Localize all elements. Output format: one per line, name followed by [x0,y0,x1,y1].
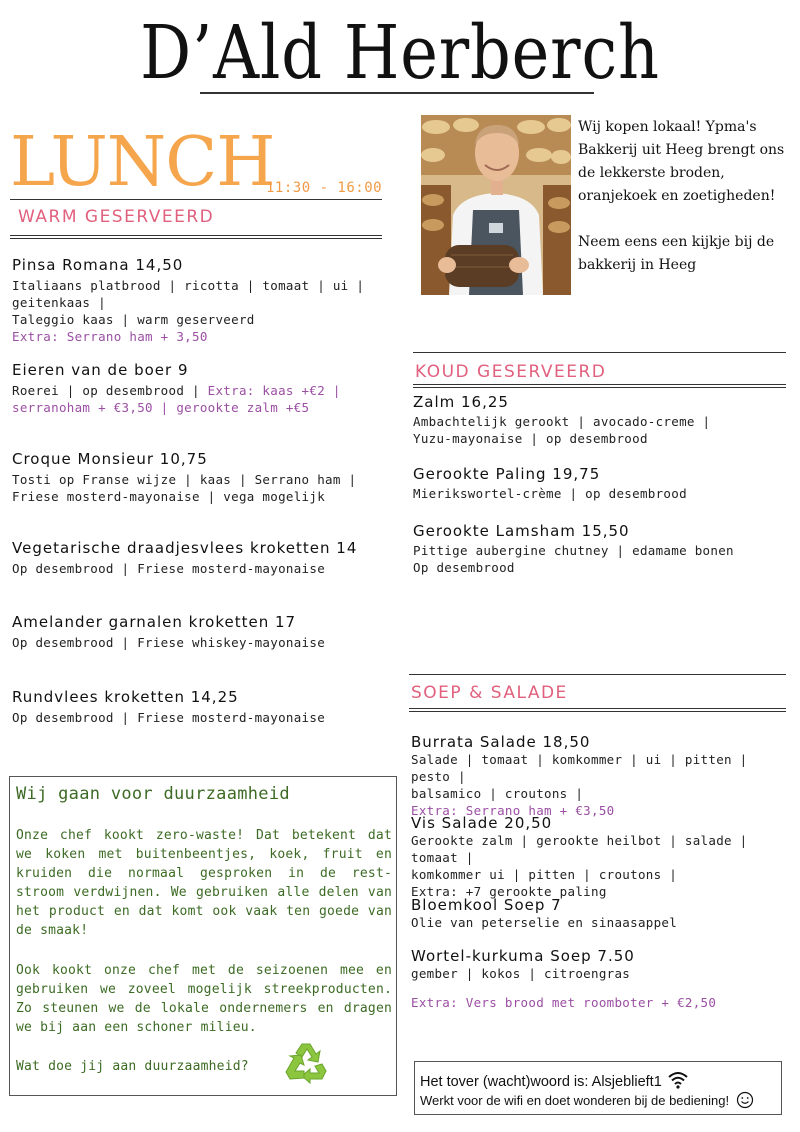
menu-item-croque [12,450,407,505]
item-desc: Salade | tomaat | komkommer | ui | pitten | pesto | [411,752,748,784]
item-name: Rundvlees kroketten 14,25 [12,688,239,706]
bakery-promo [578,116,788,277]
menu-item-zalm [413,393,788,447]
sustainability-paragraph: Ook kookt onze chef met de seizoenen mee en gebruiken we zoveel mogelijk streekproducten. Zo steunen we de lokale ondernemers en dragen we bij aan een schoner milieu. [16,963,392,1035]
menu-item-burrata [411,733,791,819]
item-extra: Extra: Serrano ham + 3,50 [12,329,208,344]
item-name: Amelander garnalen kroketten 17 [12,613,297,631]
warm-divider [10,235,382,239]
item-desc: Pittige aubergine chutney | edamame bonen [413,543,734,558]
menu-item-bloemkool-soep [411,896,791,931]
soep-top-divider [409,674,786,675]
item-desc: Tosti op Franse wijze | kaas | Serrano ham | [12,472,357,487]
item-desc: Extra: +7 gerookte paling [411,884,607,899]
lunch-hours: 11:30 - 16:00 [266,180,383,196]
wifi-note-label: Werkt voor de wifi en doet wonderen bij de bediening! [420,1093,730,1108]
item-name: Bloemkool Soep 7 [411,896,562,914]
koud-top-divider [413,352,786,353]
item-desc: gember | kokos | citroengras [411,966,631,981]
soep-divider [409,708,786,712]
item-desc: Taleggio kaas | warm geserveerd [12,312,255,327]
baker-photo [421,115,571,295]
koud-divider [413,384,786,388]
lunch-title: LUNCH [10,123,275,202]
item-desc: balsamico | croutons | [411,786,584,801]
item-name: Vis Salade 20,50 [411,814,553,832]
item-desc [12,382,407,399]
item-desc: Italiaans platbrood | ricotta | tomaat | ui | geitenkaas | [12,278,365,310]
item-desc: Mierikswortel-crème | op desembrood [413,486,687,501]
item-name: Gerookte Lamsham 15,50 [413,522,630,540]
item-name: Zalm 16,25 [413,393,509,411]
item-desc: Olie van peterselie en sinaasappel [411,915,678,930]
restaurant-name: D’Ald Herberch [140,10,660,96]
section-title-soep: SOEP & SALADE [411,683,568,703]
wifi-password-text [420,1071,688,1090]
lunch-divider [10,199,382,200]
menu-item-lamsham [413,522,788,576]
menu-item-vega-kroketten [12,539,407,577]
title-divider [200,92,594,94]
menu-item-paling [413,465,788,502]
sustainability-paragraph: Onze chef kookt zero-waste! Dat betekent dat we koken met buitenbeentjes, koek, fruit en kruiden die normaal gesproken in de rest-stroom verdwijnen. We gebruiken alle delen van het product en dat komt ook vaak ten goede van de smaak! [16,828,392,938]
section-title-koud: KOUD GESERVEERD [415,362,607,382]
wifi-password-label: Het tover (wacht)woord is: Alsjeblieft1 [420,1074,662,1090]
item-name: Wortel-kurkuma Soep 7.50 [411,947,635,965]
item-name: Vegetarische draadjesvlees kroketten 14 [12,539,358,557]
promo-paragraph: Wij kopen lokaal! Ypma's Bakkerij uit Heeg brengt ons de lekkerste broden, oranjekoek en zoetigheden! [578,119,785,204]
menu-item-garnalen-kroketten [12,613,407,651]
bread-extra: Extra: Vers brood met roomboter + €2,50 [411,995,717,1010]
item-name: Eieren van de boer 9 [12,361,189,379]
item-name: Gerookte Paling 19,75 [413,465,601,483]
section-title-warm: WARM GESERVEERD [18,207,215,227]
item-desc: Yuzu-mayonaise | op desembrood [413,431,648,446]
item-desc: Op desembrood | Friese mosterd-mayonaise [12,710,326,725]
wifi-icon [668,1071,688,1089]
menu-item-pinsa [12,256,407,345]
item-desc: Op desembrood [413,560,515,575]
sustainability-title: Wij gaan voor duurzaamheid [16,784,290,804]
item-extra: Extra: Serrano ham + €3,50 [411,803,615,818]
wifi-note [420,1091,754,1109]
item-desc: Op desembrood | Friese whiskey-mayonaise [12,635,326,650]
promo-paragraph: Neem eens een kijkje bij de bakkerij in Heeg [578,234,775,273]
item-name: Pinsa Romana 14,50 [12,256,184,274]
item-desc: komkommer ui | pitten | croutons | [411,867,678,882]
sustainability-question: Wat doe jij aan duurzaamheid? [16,1059,249,1074]
item-extra: serranoham + €3,50 | gerookte zalm +€5 [12,400,310,415]
item-desc-plain: Roerei | op desembrood | [12,383,208,398]
item-desc: Ambachtelijk gerookt | avocado-creme | [413,414,711,429]
item-desc: Friese mosterd-mayonaise | vega mogelijk [12,489,326,504]
item-extra: Extra: kaas +€2 | [207,383,341,398]
smiley-icon [736,1091,754,1109]
item-desc: Gerookte zalm | gerookte heilbot | salade | tomaat | [411,833,748,865]
recycle-icon [282,1038,330,1086]
item-desc: Op desembrood | Friese mosterd-mayonaise [12,561,326,576]
item-name: Burrata Salade 18,50 [411,733,591,751]
item-name: Croque Monsieur 10,75 [12,450,208,468]
menu-item-rundvlees-kroketten [12,688,407,726]
menu-item-vis-salade [411,814,791,900]
menu-item-wortel-soep [411,947,791,982]
menu-item-eieren [12,361,407,416]
